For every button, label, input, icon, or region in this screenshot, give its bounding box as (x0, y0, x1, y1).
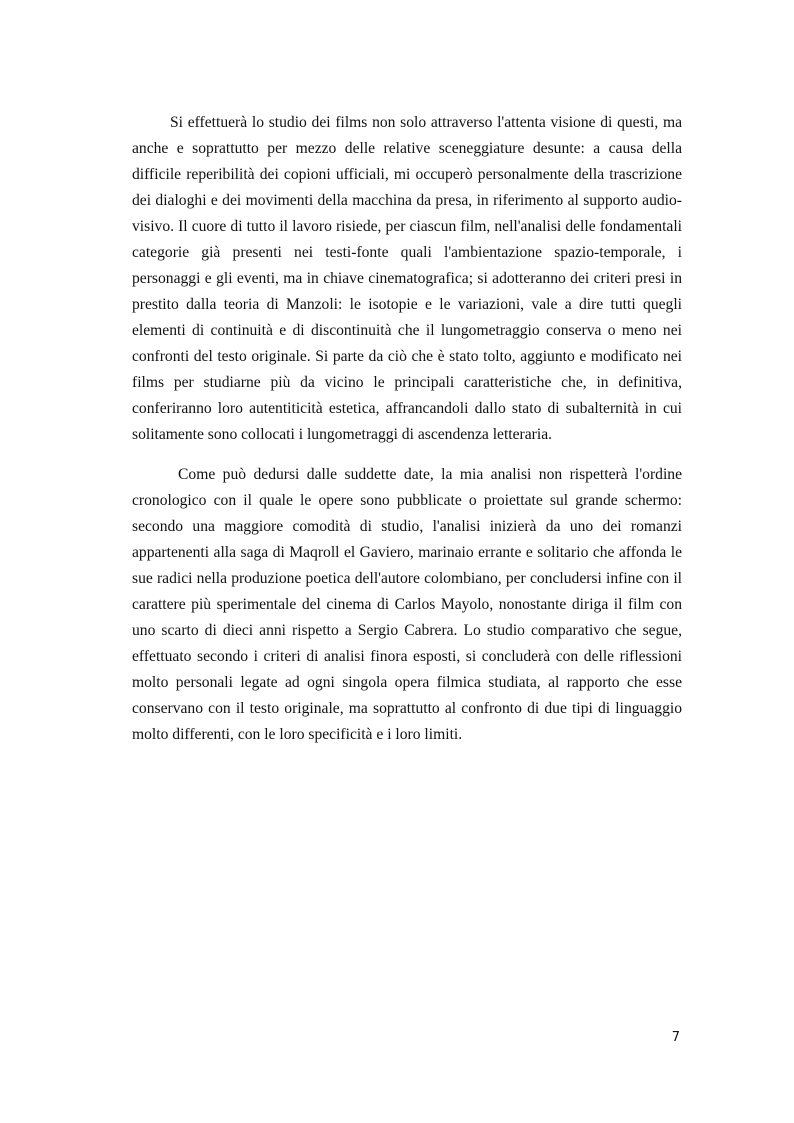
paragraph-2: Come può dedursi dalle suddette date, la mia analisi non rispetterà l'ordine cronologico con il quale le opere sono pubblicate o proiettate sul grande schermo: secondo una maggiore comodità di studio, l'analisi inizierà da uno dei romanzi appartenenti alla saga di Maqroll el Gaviero, marinaio errante e solitario che affonda le sue radici nella produzione poetica dell'autore colombiano, per concludersi infine con il carattere più sperimentale del cinema di Carlos Mayolo, nonostante diriga il film con uno scarto di dieci anni rispetto a Sergio Cabrera. Lo studio comparativo che segue, effettuato secondo i criteri di analisi finora esposti, si concluderà con delle riflessioni molto personali legate ad ogni singola opera filmica studiata, al rapporto che esse conservano con il testo originale, ma soprattutto al confronto di due tipi di linguaggio molto differenti, con le loro specificità e i loro limiti. (132, 466, 682, 743)
paragraph-1: Si effettuerà lo studio dei films non solo attraverso l'attenta visione di questi, ma anche e soprattutto per mezzo delle relative sceneggiature desunte: a causa della difficile reperibilità dei copioni ufficiali, mi occuperò personalmente della trascrizione dei dialoghi e dei movimenti della macchina da presa, in riferimento al supporto audio-visivo. Il cuore di tutto il lavoro risiede, per ciascun film, nell'analisi delle fondamentali categorie già presenti nei testi-fonte quali l'ambientazione spazio-temporale, i personaggi e gli eventi, ma in chiave cinematografica; si adotteranno dei criteri presi in prestito dalla teoria di Manzoli: le isotopie e le variazioni, vale a dire tutti quegli elementi di continuità e di discontinuità che il lungometraggio conserva o meno nei confronti del testo originale. Si parte da ciò che è stato tolto, aggiunto e modificato nei films per studiarne più da vicino le principali caratteristiche che, in definitiva, conferiranno loro autentiticità estetica, affrancandoli dallo stato di subalternità in cui solitamente sono collocati i lungometraggi di ascendenza letteraria. (132, 114, 682, 443)
page-number: 7 (671, 1030, 680, 1045)
body-text (132, 110, 682, 748)
